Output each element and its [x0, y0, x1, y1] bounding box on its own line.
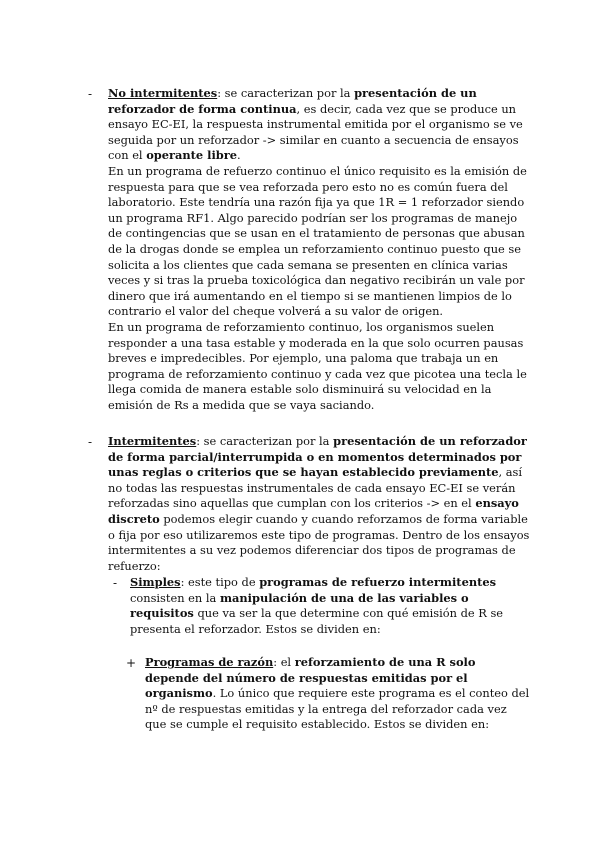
text-fragment: : este tipo de	[180, 575, 260, 589]
bullet-dash: -	[88, 435, 93, 449]
bold-phrase: programas de refuerzo intermitentes	[259, 575, 497, 589]
bold-phrase: ensayo discreto	[108, 496, 519, 526]
bullet-plus: +	[126, 656, 137, 670]
text-fragment: , es decir, cada vez que se produce un ensayo EC-EI, la respuesta instrumental emitida por el organismo se ve seguida por un reforzador -> similar en cuanto a secuencia de ensayos con el	[108, 101, 523, 163]
section-simples	[130, 575, 530, 637]
bullet-dash: -	[88, 87, 93, 101]
bullet-dash: -	[113, 576, 118, 590]
text-fragment: .	[237, 148, 241, 163]
term-simples: Simples	[130, 575, 181, 589]
bold-phrase: operante libre	[146, 148, 238, 163]
term-no-intermitentes: No intermitentes	[108, 86, 218, 100]
text-fragment: que va ser la que determine con qué emisión de R se presenta el reforzador. Estos se dividen en:	[130, 606, 504, 636]
bold-phrase: reforzamiento de una R solo depende del número de respuestas emitidas por el organismo	[145, 655, 476, 701]
paragraph-reforzamiento-continuo: En un programa de reforzamiento continuo, los organismos suelen responder a una tasa estable y moderada en la que solo ocurren pausas breves e impredecibles. Por ejemplo, una paloma que trabaja un en programa de reforzamiento continuo y cada vez que picotea una tecla le llega comida de manera estable solo disminuirá su velocidad en la emisión de Rs a medida que se vaya saciando.	[108, 319, 527, 412]
text-fragment: , así no todas las respuestas instrumentales de cada ensayo EC-EI se verán reforzadas sino aquellas que cumplan con los criterios -> en el	[108, 465, 523, 511]
text-fragment: : se caracterizan por la	[196, 434, 334, 448]
intermitentes-paragraph	[108, 434, 531, 574]
text-fragment: : se caracterizan por la	[217, 86, 355, 100]
text-fragment: . Lo único que requiere este programa es el conteo del nº de respuestas emitidas y la entrega del reforzador cada vez que se cumple el requisito establecido. Estos se dividen en:	[145, 686, 530, 732]
bold-phrase: presentación de un reforzador de forma parcial/interrumpida o en momentos determinados por unas reglas o criterios que se hayan establecido previamente	[108, 434, 527, 480]
text-fragment: : el	[273, 655, 295, 669]
section-no-intermitentes	[108, 86, 531, 413]
term-programas-de-razon: Programas de razón	[145, 655, 274, 669]
section-intermitentes	[108, 434, 531, 574]
programas-de-razon-paragraph	[145, 655, 531, 733]
text-fragment: consisten en la	[130, 590, 220, 605]
term-intermitentes: Intermitentes	[108, 434, 197, 448]
text-fragment: podemos elegir cuando y cuando reforzamos de forma variable o fija por eso utilizaremos este tipo de programas. Dentro de los ensayos intermitentes a su vez podemos diferenciar dos tipos de programas de refuerzo:	[108, 511, 530, 573]
section-programas-de-razon	[145, 655, 531, 733]
no-intermitentes-intro	[108, 86, 531, 164]
bold-phrase: manipulación de una de las variables o requisitos	[130, 590, 469, 621]
simples-paragraph	[130, 575, 530, 637]
bold-phrase: presentación de un reforzador de forma continua	[108, 86, 477, 116]
paragraph-refuerzo-continuo: En un programa de refuerzo continuo el único requisito es la emisión de respuesta para que se vea reforzada pero esto no es común fuera del laboratorio. Este tendría una razón fija ya que 1R = 1 reforzador siendo un programa RF1. Algo parecido podrían ser los programas de manejo de contingencias que se usan en el tratamiento de personas que abusan de la drogas donde se emplea un reforzamiento continuo puesto que se solicita a los clientes que cada semana se presenten en clínica varias veces y si tras la prueba toxicológica dan negativo recibirán un vale por dinero que irá aumentando en el tiempo si se mantienen limpios de lo contrario el valor del cheque volverá a su valor de origen.	[108, 163, 527, 319]
